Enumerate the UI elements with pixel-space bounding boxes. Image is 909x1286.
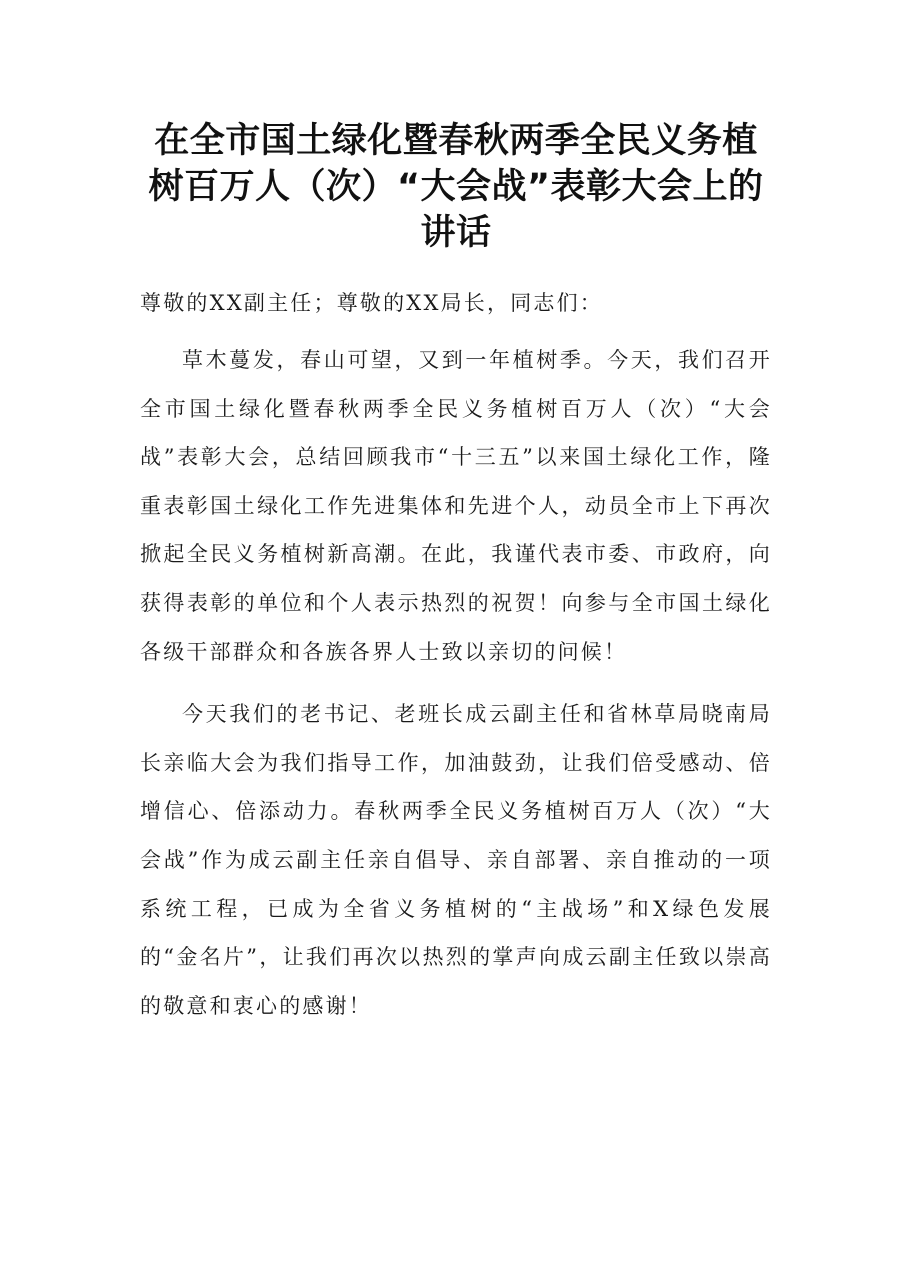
document-title: 在全市国土绿化暨春秋两季全民义务植树百万人（次）“大会战”表彰大会上的讲话 — [148, 121, 764, 253]
salutation: 尊敬的XX副主任；尊敬的XX局长，同志们： — [140, 291, 603, 315]
paragraph-2: 今天我们的老书记、老班长成云副主任和省林草局晓南局长亲临大会为我们指导工作，加油鼓劲，让我们倍受感动、倍增信心、倍添动力。春秋两季全民义务植树百万人（次）“大会战”作为成云副主任亲自倡导、亲自部署、亲自推动的一项系统工程，已成为全省义务植树的“主战场”和X绿色发展的“金名片”，让我们再次以热烈的掌声向成云副主任致以崇高的敬意和衷心的感谢！ — [140, 702, 772, 1018]
paragraph-1: 草木蔓发，春山可望，又到一年植树季。今天，我们召开全市国土绿化暨春秋两季全民义务植树百万人（次）“大会战”表彰大会，总结回顾我市“十三五”以来国土绿化工作，隆重表彰国土绿化工作先进集体和先进个人，动员全市上下再次掀起全民义务植树新高潮。在此，我谨代表市委、市政府，向获得表彰的单位和个人表示热烈的祝贺！向参与全市国土绿化各级干部群众和各族各界人士致以亲切的问候！ — [140, 348, 772, 664]
document-page — [140, 118, 772, 1030]
